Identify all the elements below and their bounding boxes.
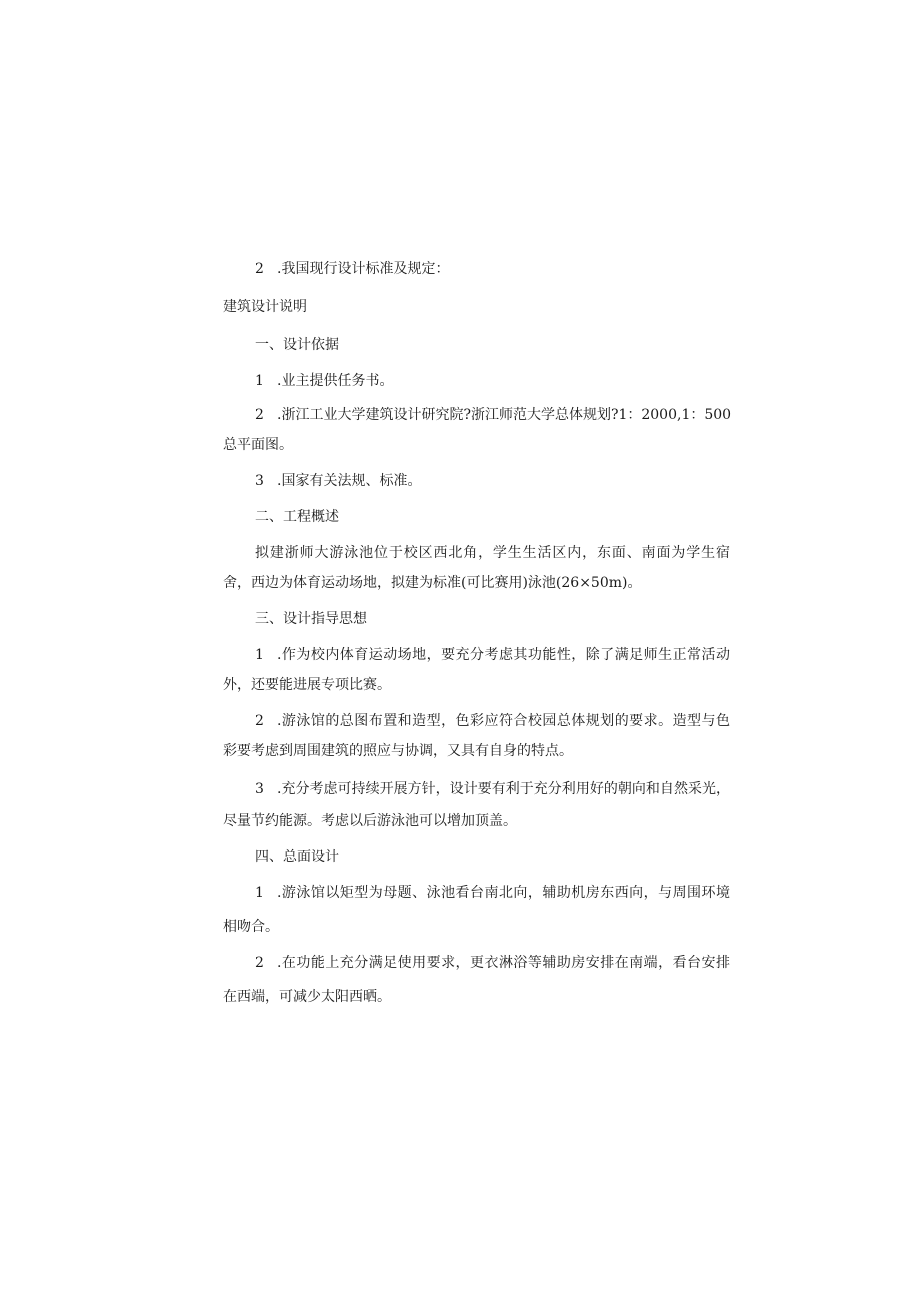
list-item-continuation: 外，还要能进展专项比赛。 (223, 677, 391, 693)
list-item-continuation: 尽量节约能源。考虑以后游泳池可以增加顶盖。 (223, 813, 517, 829)
section-heading: 四、总面设计 (255, 849, 339, 865)
list-item (255, 779, 730, 799)
paragraph-line: 拟建浙师大游泳池位于校区西北角，学生生活区内，东面、南面为学生宿 (255, 545, 730, 561)
list-item-continuation: 相吻合。 (223, 919, 279, 935)
section-heading: 一、设计依据 (255, 337, 339, 353)
item-text: .作为校内体育运动场地，要充分考虑其功能性，除了满足师生正常活动 (277, 647, 730, 663)
list-item-continuation: 彩要考虑到周围建筑的照应与协调，又具有自身的特点。 (223, 743, 573, 759)
item-text: .游泳馆的总图布置和造型，色彩应符合校园总体规划的要求。造型与色 (277, 713, 730, 729)
list-item (255, 645, 730, 665)
list-item-continuation: 总平面图。 (223, 437, 293, 453)
item-number: 1 (255, 647, 264, 663)
list-item (255, 471, 421, 491)
item-text: .游泳馆以矩型为母题、泳池看台南北向，辅助机房东西向，与周围环境 (277, 885, 730, 901)
item-number: 3 (255, 781, 264, 797)
item-number: 2 (255, 955, 264, 971)
item-text: .在功能上充分满足使用要求，更衣淋浴等辅助房安排在南端，看台安排 (277, 955, 730, 971)
item-number: 2 (255, 407, 264, 423)
item-text: .国家有关法规、标准。 (277, 473, 422, 489)
list-item (255, 953, 730, 973)
section-heading: 二、工程概述 (255, 509, 339, 525)
item-number: 2 (255, 261, 264, 277)
item-number: 2 (255, 713, 264, 729)
document-title: 建筑设计说明 (223, 299, 307, 315)
item-text: .我国现行设计标准及规定： (277, 261, 450, 277)
list-item-continuation: 在西端，可减少太阳西晒。 (223, 989, 391, 1005)
list-item (255, 883, 730, 903)
item-text: .浙江工业大学建筑设计研究院?浙江师范大学总体规划?1：2000,1：500 (277, 407, 732, 423)
list-item (255, 405, 730, 425)
item-number: 1 (255, 373, 264, 389)
item-text: .充分考虑可持续开展方针，设计要有利于充分利用好的朝向和自然采光， (277, 781, 730, 797)
item-text: .业主提供任务书。 (277, 373, 394, 389)
item-number: 1 (255, 885, 264, 901)
pre-list-item (255, 259, 449, 279)
section-heading: 三、设计指导思想 (255, 611, 367, 627)
list-item (255, 371, 393, 391)
paragraph-line: 舍，西边为体育运动场地，拟建为标准(可比赛用)泳池(26×50m)。 (223, 575, 642, 591)
item-number: 3 (255, 473, 264, 489)
list-item (255, 711, 730, 731)
